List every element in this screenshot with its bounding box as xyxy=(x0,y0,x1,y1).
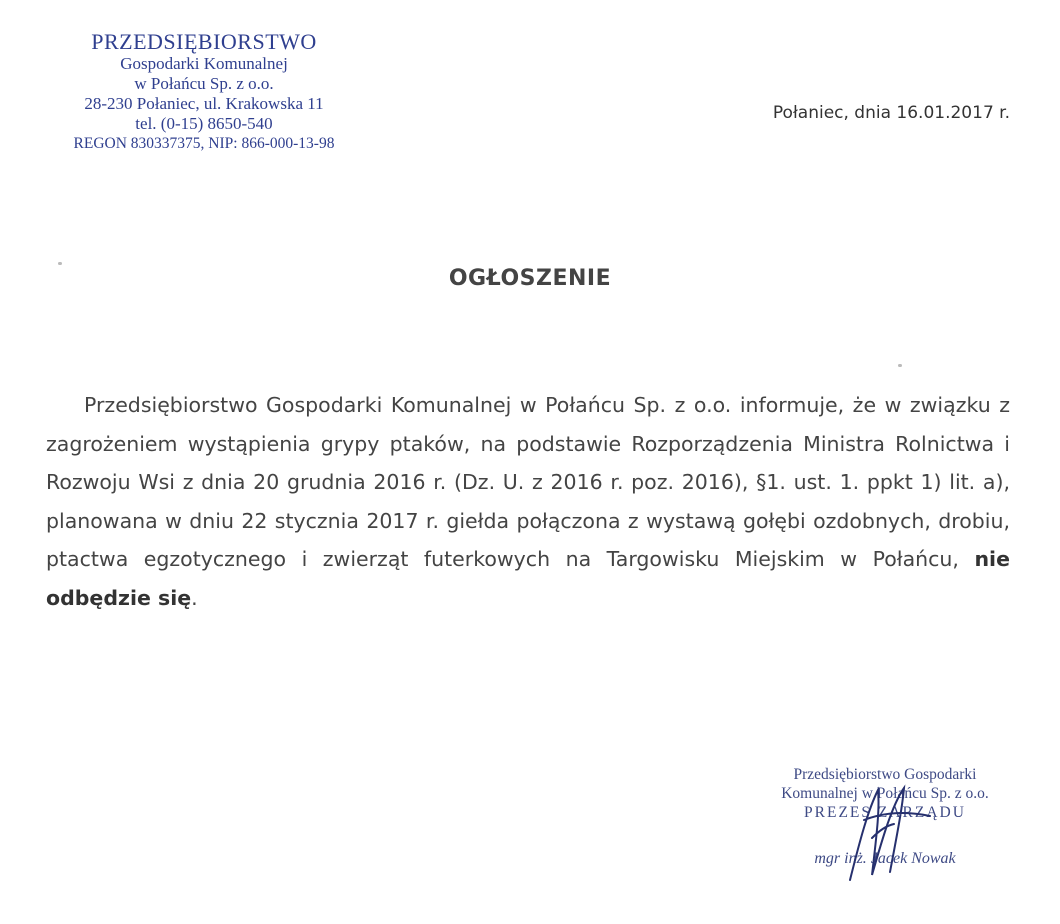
announcement-end-punctuation: . xyxy=(191,585,198,610)
scan-speck xyxy=(898,364,902,367)
letterhead-address: 28-230 Połaniec, ul. Krakowska 11 xyxy=(84,94,324,113)
company-letterhead-stamp xyxy=(18,30,390,154)
letterhead-company-location: w Połańcu Sp. z o.o. xyxy=(134,74,274,93)
document-date: Połaniec, dnia 16.01.2017 r. xyxy=(772,103,1010,123)
signature-stamp xyxy=(735,765,1035,869)
letterhead-company-name: PRZEDSIĘBIORSTWO xyxy=(91,29,317,54)
announcement-text: Przedsiębiorstwo Gospodarki Komunalnej w Połańcu Sp. z o.o. informuje, że w związku z zagrożeniem wystąpienia grypy ptaków, na podstawie Rozporządzenia Ministra Rolnictwa i Rozwoju Wsi z dnia 20 grudnia 2016 r. (Dz. U. z 2016 r. poz. 2016), §1. ust. 1. ppkt 1) lit. a), planowana w dniu 22 stycznia 2017 r. giełda połączona z wystawą gołębi ozdobnych, drobiu, ptactwa egzotycznego i zwierząt futerkowych na Targowisku Miejskim w Połańcu, xyxy=(46,393,1010,571)
signature-stamp-company-suffix: Komunalnej w Połańcu Sp. z o.o. xyxy=(781,785,989,802)
signature-stamp-company: Przedsiębiorstwo Gospodarki xyxy=(793,766,977,783)
document-title: OGŁOSZENIE xyxy=(448,266,612,291)
letterhead-phone: tel. (0-15) 8650-540 xyxy=(135,114,273,133)
letterhead-regon-nip: REGON 830337375, NIP: 866-000-13-98 xyxy=(73,135,335,152)
signature-stamp-position: PREZES ZARZĄDU xyxy=(804,804,966,821)
letterhead-company-subtitle: Gospodarki Komunalnej xyxy=(120,54,288,73)
announcement-bold-conclusion: nie odbędzie się xyxy=(46,547,1010,610)
announcement-body xyxy=(46,386,1010,617)
scan-speck xyxy=(58,262,62,265)
signature-stamp-name: mgr inż. Jacek Nowak xyxy=(814,850,956,867)
